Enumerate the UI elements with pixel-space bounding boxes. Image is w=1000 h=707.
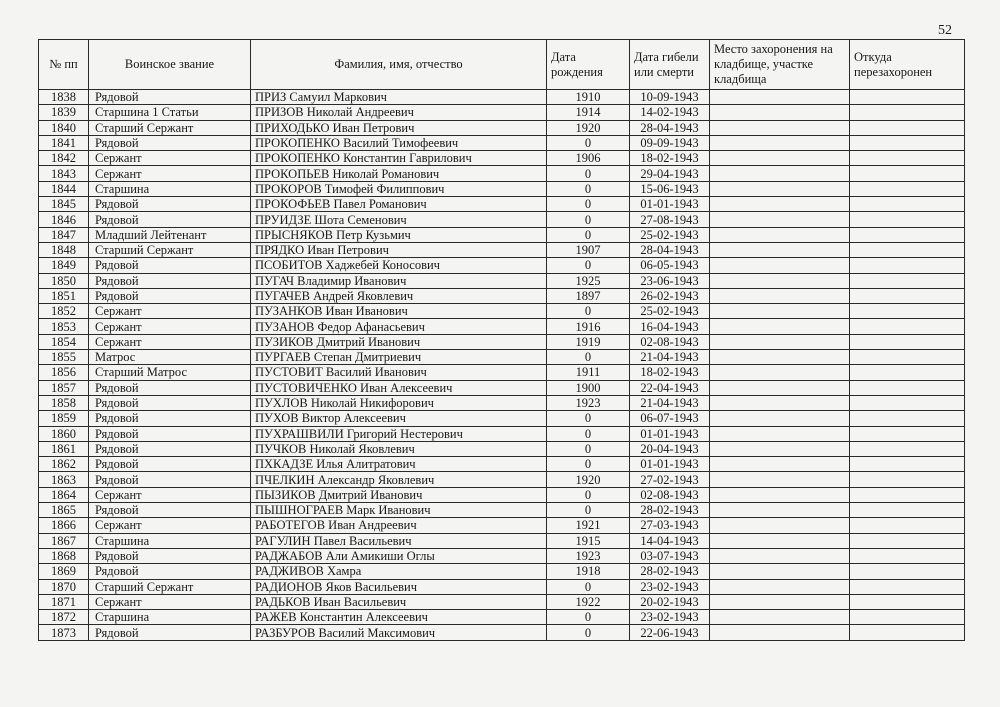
- cell-rank: Сержант: [89, 487, 251, 502]
- cell-number: 1855: [39, 350, 89, 365]
- cell-rank: Рядовой: [89, 258, 251, 273]
- cell-full-name: ПРОКОРОВ Тимофей Филиппович: [251, 181, 547, 196]
- cell-birth-date: 0: [547, 487, 630, 502]
- table-row: [39, 197, 965, 212]
- header-death: Дата гибели или смерти: [630, 40, 710, 90]
- cell-burial-place: [710, 426, 850, 441]
- table-row: [39, 258, 965, 273]
- cell-rank: Рядовой: [89, 426, 251, 441]
- table-row: [39, 273, 965, 288]
- cell-rank: Рядовой: [89, 197, 251, 212]
- cell-burial-place: [710, 181, 850, 196]
- cell-death-date: 01-01-1943: [630, 197, 710, 212]
- cell-birth-date: 0: [547, 350, 630, 365]
- cell-number: 1845: [39, 197, 89, 212]
- cell-burial-place: [710, 212, 850, 227]
- cell-death-date: 26-02-1943: [630, 288, 710, 303]
- cell-number: 1856: [39, 365, 89, 380]
- cell-number: 1869: [39, 564, 89, 579]
- page-number: 52: [938, 23, 952, 38]
- cell-number: 1861: [39, 441, 89, 456]
- cell-number: 1839: [39, 105, 89, 120]
- cell-burial-place: [710, 151, 850, 166]
- cell-reburied-from: [850, 242, 965, 257]
- cell-death-date: 28-04-1943: [630, 120, 710, 135]
- cell-death-date: 22-06-1943: [630, 625, 710, 640]
- cell-rank: Сержант: [89, 319, 251, 334]
- cell-rank: Сержант: [89, 304, 251, 319]
- cell-birth-date: 1907: [547, 242, 630, 257]
- cell-reburied-from: [850, 120, 965, 135]
- cell-full-name: РАЗБУРОВ Василий Максимович: [251, 625, 547, 640]
- cell-birth-date: 1920: [547, 120, 630, 135]
- cell-death-date: 23-02-1943: [630, 579, 710, 594]
- cell-full-name: РАЖЕВ Константин Алексеевич: [251, 610, 547, 625]
- table-row: [39, 472, 965, 487]
- table-row: [39, 564, 965, 579]
- cell-death-date: 10-09-1943: [630, 90, 710, 105]
- cell-full-name: ПРОКОПЕНКО Константин Гаврилович: [251, 151, 547, 166]
- cell-reburied-from: [850, 426, 965, 441]
- cell-number: 1860: [39, 426, 89, 441]
- cell-number: 1853: [39, 319, 89, 334]
- cell-burial-place: [710, 365, 850, 380]
- cell-rank: Сержант: [89, 166, 251, 181]
- cell-rank: Старший Сержант: [89, 242, 251, 257]
- cell-birth-date: 0: [547, 441, 630, 456]
- cell-burial-place: [710, 472, 850, 487]
- cell-birth-date: 0: [547, 503, 630, 518]
- cell-death-date: 28-02-1943: [630, 503, 710, 518]
- cell-birth-date: 1906: [547, 151, 630, 166]
- cell-burial-place: [710, 503, 850, 518]
- cell-birth-date: 1922: [547, 594, 630, 609]
- cell-full-name: ПУХЛОВ Николай Никифорович: [251, 395, 547, 410]
- table-row: [39, 533, 965, 548]
- cell-death-date: 15-06-1943: [630, 181, 710, 196]
- cell-rank: Старшина: [89, 533, 251, 548]
- cell-number: 1848: [39, 242, 89, 257]
- cell-full-name: ПУЗИКОВ Дмитрий Иванович: [251, 334, 547, 349]
- cell-reburied-from: [850, 518, 965, 533]
- cell-burial-place: [710, 548, 850, 563]
- cell-death-date: 25-02-1943: [630, 227, 710, 242]
- table-row: [39, 395, 965, 410]
- cell-death-date: 25-02-1943: [630, 304, 710, 319]
- table-row: [39, 594, 965, 609]
- header-from: Откуда перезахоронен: [850, 40, 965, 90]
- table-row: [39, 319, 965, 334]
- cell-birth-date: 0: [547, 135, 630, 150]
- table-row: [39, 426, 965, 441]
- cell-death-date: 22-04-1943: [630, 380, 710, 395]
- cell-rank: Старший Сержант: [89, 120, 251, 135]
- cell-death-date: 23-06-1943: [630, 273, 710, 288]
- table-header: [39, 40, 965, 90]
- cell-number: 1841: [39, 135, 89, 150]
- cell-full-name: ПРОКОПЕНКО Василий Тимофеевич: [251, 135, 547, 150]
- cell-rank: Старший Матрос: [89, 365, 251, 380]
- header-birth: Дата рождения: [547, 40, 630, 90]
- cell-rank: Матрос: [89, 350, 251, 365]
- cell-reburied-from: [850, 564, 965, 579]
- cell-death-date: 21-04-1943: [630, 395, 710, 410]
- cell-reburied-from: [850, 181, 965, 196]
- cell-birth-date: 0: [547, 197, 630, 212]
- cell-full-name: ПУСТОВИТ Василий Иванович: [251, 365, 547, 380]
- cell-number: 1852: [39, 304, 89, 319]
- cell-reburied-from: [850, 594, 965, 609]
- cell-reburied-from: [850, 533, 965, 548]
- cell-birth-date: 0: [547, 258, 630, 273]
- cell-reburied-from: [850, 625, 965, 640]
- cell-number: 1873: [39, 625, 89, 640]
- cell-full-name: ПУЗАНОВ Федор Афанасьевич: [251, 319, 547, 334]
- cell-rank: Сержант: [89, 334, 251, 349]
- table-row: [39, 120, 965, 135]
- cell-number: 1857: [39, 380, 89, 395]
- cell-full-name: ПРИЗОВ Николай Андреевич: [251, 105, 547, 120]
- table-row: [39, 105, 965, 120]
- cell-birth-date: 1911: [547, 365, 630, 380]
- cell-reburied-from: [850, 273, 965, 288]
- table-row: [39, 181, 965, 196]
- cell-rank: Рядовой: [89, 548, 251, 563]
- cell-rank: Младший Лейтенант: [89, 227, 251, 242]
- cell-death-date: 02-08-1943: [630, 487, 710, 502]
- cell-birth-date: 0: [547, 166, 630, 181]
- cell-full-name: ПРОКОФЬЕВ Павел Романович: [251, 197, 547, 212]
- cell-number: 1859: [39, 411, 89, 426]
- cell-full-name: РАДЬКОВ Иван Васильевич: [251, 594, 547, 609]
- cell-full-name: ПУГАЧЕВ Андрей Яковлевич: [251, 288, 547, 303]
- cell-number: 1847: [39, 227, 89, 242]
- cell-birth-date: 1900: [547, 380, 630, 395]
- cell-death-date: 01-01-1943: [630, 426, 710, 441]
- cell-reburied-from: [850, 258, 965, 273]
- table-row: [39, 135, 965, 150]
- cell-full-name: ПСОБИТОВ Хаджебей Коносович: [251, 258, 547, 273]
- cell-burial-place: [710, 518, 850, 533]
- cell-number: 1838: [39, 90, 89, 105]
- cell-rank: Рядовой: [89, 380, 251, 395]
- cell-burial-place: [710, 350, 850, 365]
- cell-reburied-from: [850, 395, 965, 410]
- cell-reburied-from: [850, 411, 965, 426]
- cell-number: 1844: [39, 181, 89, 196]
- table-row: [39, 227, 965, 242]
- cell-birth-date: 0: [547, 579, 630, 594]
- cell-death-date: 09-09-1943: [630, 135, 710, 150]
- cell-rank: Рядовой: [89, 411, 251, 426]
- cell-birth-date: 1920: [547, 472, 630, 487]
- cell-burial-place: [710, 273, 850, 288]
- cell-reburied-from: [850, 90, 965, 105]
- cell-death-date: 18-02-1943: [630, 365, 710, 380]
- table-row: [39, 242, 965, 257]
- cell-birth-date: 1923: [547, 395, 630, 410]
- cell-full-name: ПРЫСНЯКОВ Петр Кузьмич: [251, 227, 547, 242]
- cell-death-date: 01-01-1943: [630, 457, 710, 472]
- cell-rank: Рядовой: [89, 441, 251, 456]
- cell-burial-place: [710, 120, 850, 135]
- cell-burial-place: [710, 610, 850, 625]
- cell-birth-date: 0: [547, 227, 630, 242]
- cell-burial-place: [710, 319, 850, 334]
- cell-birth-date: 0: [547, 181, 630, 196]
- cell-number: 1865: [39, 503, 89, 518]
- table-row: [39, 457, 965, 472]
- cell-rank: Сержант: [89, 594, 251, 609]
- cell-full-name: ПУЧКОВ Николай Яковлевич: [251, 441, 547, 456]
- cell-reburied-from: [850, 212, 965, 227]
- cell-number: 1866: [39, 518, 89, 533]
- cell-reburied-from: [850, 288, 965, 303]
- cell-birth-date: 1914: [547, 105, 630, 120]
- cell-rank: Рядовой: [89, 273, 251, 288]
- cell-reburied-from: [850, 441, 965, 456]
- cell-birth-date: 1918: [547, 564, 630, 579]
- cell-full-name: ПЫШНОГРАЕВ Марк Иванович: [251, 503, 547, 518]
- cell-reburied-from: [850, 227, 965, 242]
- cell-death-date: 02-08-1943: [630, 334, 710, 349]
- cell-full-name: ПЫЗИКОВ Дмитрий Иванович: [251, 487, 547, 502]
- cell-birth-date: 1921: [547, 518, 630, 533]
- cell-reburied-from: [850, 197, 965, 212]
- cell-rank: Рядовой: [89, 135, 251, 150]
- cell-burial-place: [710, 258, 850, 273]
- cell-rank: Рядовой: [89, 90, 251, 105]
- cell-burial-place: [710, 304, 850, 319]
- cell-death-date: 23-02-1943: [630, 610, 710, 625]
- cell-full-name: РАГУЛИН Павел Васильевич: [251, 533, 547, 548]
- table-row: [39, 151, 965, 166]
- cell-reburied-from: [850, 105, 965, 120]
- cell-number: 1862: [39, 457, 89, 472]
- cell-rank: Рядовой: [89, 457, 251, 472]
- cell-reburied-from: [850, 457, 965, 472]
- cell-rank: Старшина 1 Статьи: [89, 105, 251, 120]
- cell-reburied-from: [850, 487, 965, 502]
- cell-birth-date: 1919: [547, 334, 630, 349]
- cell-reburied-from: [850, 350, 965, 365]
- table-row: [39, 548, 965, 563]
- cell-birth-date: 0: [547, 212, 630, 227]
- cell-full-name: ПУСТОВИЧЕНКО Иван Алексеевич: [251, 380, 547, 395]
- cell-burial-place: [710, 395, 850, 410]
- cell-full-name: ПХКАДЗЕ Илья Алитратович: [251, 457, 547, 472]
- cell-reburied-from: [850, 365, 965, 380]
- cell-reburied-from: [850, 548, 965, 563]
- cell-number: 1849: [39, 258, 89, 273]
- cell-birth-date: 0: [547, 625, 630, 640]
- cell-number: 1868: [39, 548, 89, 563]
- table-row: [39, 365, 965, 380]
- cell-number: 1870: [39, 579, 89, 594]
- table-row: [39, 334, 965, 349]
- cell-full-name: ПРИХОДЬКО Иван Петрович: [251, 120, 547, 135]
- cell-birth-date: 0: [547, 457, 630, 472]
- cell-full-name: ПУРГАЕВ Степан Дмитриевич: [251, 350, 547, 365]
- cell-rank: Рядовой: [89, 625, 251, 640]
- cell-rank: Рядовой: [89, 472, 251, 487]
- cell-burial-place: [710, 625, 850, 640]
- cell-burial-place: [710, 533, 850, 548]
- cell-rank: Сержант: [89, 151, 251, 166]
- cell-burial-place: [710, 105, 850, 120]
- cell-reburied-from: [850, 334, 965, 349]
- cell-number: 1872: [39, 610, 89, 625]
- cell-death-date: 06-07-1943: [630, 411, 710, 426]
- cell-death-date: 28-04-1943: [630, 242, 710, 257]
- cell-burial-place: [710, 457, 850, 472]
- cell-birth-date: 0: [547, 304, 630, 319]
- cell-death-date: 27-03-1943: [630, 518, 710, 533]
- cell-burial-place: [710, 135, 850, 150]
- header-rank: Воинское звание: [89, 40, 251, 90]
- cell-burial-place: [710, 579, 850, 594]
- cell-burial-place: [710, 334, 850, 349]
- cell-full-name: ПУГАЧ Владимир Иванович: [251, 273, 547, 288]
- table-row: [39, 411, 965, 426]
- cell-rank: Рядовой: [89, 564, 251, 579]
- cell-death-date: 20-04-1943: [630, 441, 710, 456]
- table-row: [39, 288, 965, 303]
- cell-full-name: ПРУИДЗЕ Шота Семенович: [251, 212, 547, 227]
- cell-reburied-from: [850, 579, 965, 594]
- cell-full-name: ПУХРАШВИЛИ Григорий Нестерович: [251, 426, 547, 441]
- cell-number: 1851: [39, 288, 89, 303]
- cell-number: 1867: [39, 533, 89, 548]
- table-row: [39, 380, 965, 395]
- cell-rank: Старший Сержант: [89, 579, 251, 594]
- cell-reburied-from: [850, 380, 965, 395]
- cell-birth-date: 0: [547, 610, 630, 625]
- cell-birth-date: 0: [547, 426, 630, 441]
- cell-death-date: 27-02-1943: [630, 472, 710, 487]
- cell-death-date: 28-02-1943: [630, 564, 710, 579]
- cell-burial-place: [710, 227, 850, 242]
- cell-reburied-from: [850, 319, 965, 334]
- cell-rank: Рядовой: [89, 212, 251, 227]
- cell-rank: Старшина: [89, 610, 251, 625]
- cell-reburied-from: [850, 304, 965, 319]
- cell-birth-date: 1923: [547, 548, 630, 563]
- table-row: [39, 90, 965, 105]
- cell-full-name: ПУХОВ Виктор Алексеевич: [251, 411, 547, 426]
- cell-full-name: ПЧЕЛКИН Александр Яковлевич: [251, 472, 547, 487]
- cell-full-name: РАДЖИВОВ Хамра: [251, 564, 547, 579]
- cell-birth-date: 1916: [547, 319, 630, 334]
- header-place: Место захоронения на кладбище, участке кладбища: [710, 40, 850, 90]
- table-row: [39, 304, 965, 319]
- cell-full-name: ПРИЗ Самуил Маркович: [251, 90, 547, 105]
- table-row: [39, 503, 965, 518]
- table-row: [39, 518, 965, 533]
- cell-number: 1864: [39, 487, 89, 502]
- cell-birth-date: 1925: [547, 273, 630, 288]
- cell-number: 1842: [39, 151, 89, 166]
- header-name: Фамилия, имя, отчество: [251, 40, 547, 90]
- cell-burial-place: [710, 380, 850, 395]
- cell-full-name: ПРЯДКО Иван Петрович: [251, 242, 547, 257]
- cell-death-date: 03-07-1943: [630, 548, 710, 563]
- cell-number: 1858: [39, 395, 89, 410]
- cell-rank: Старшина: [89, 181, 251, 196]
- cell-birth-date: 1915: [547, 533, 630, 548]
- cell-full-name: ПУЗАНКОВ Иван Иванович: [251, 304, 547, 319]
- cell-burial-place: [710, 411, 850, 426]
- cell-death-date: 14-02-1943: [630, 105, 710, 120]
- cell-reburied-from: [850, 166, 965, 181]
- cell-death-date: 27-08-1943: [630, 212, 710, 227]
- cell-burial-place: [710, 90, 850, 105]
- cell-death-date: 06-05-1943: [630, 258, 710, 273]
- cell-number: 1843: [39, 166, 89, 181]
- cell-birth-date: 1910: [547, 90, 630, 105]
- cell-burial-place: [710, 166, 850, 181]
- cell-reburied-from: [850, 135, 965, 150]
- table-row: [39, 487, 965, 502]
- table-row: [39, 610, 965, 625]
- cell-full-name: ПРОКОПЬЕВ Николай Романович: [251, 166, 547, 181]
- cell-full-name: РАДЖАБОВ Али Амикиши Оглы: [251, 548, 547, 563]
- cell-reburied-from: [850, 151, 965, 166]
- cell-rank: Сержант: [89, 518, 251, 533]
- cell-rank: Рядовой: [89, 288, 251, 303]
- cell-full-name: РАДИОНОВ Яков Васильевич: [251, 579, 547, 594]
- table-row: [39, 166, 965, 181]
- cell-death-date: 16-04-1943: [630, 319, 710, 334]
- cell-death-date: 20-02-1943: [630, 594, 710, 609]
- table-body: [39, 90, 965, 641]
- cell-death-date: 18-02-1943: [630, 151, 710, 166]
- cell-number: 1871: [39, 594, 89, 609]
- table-row: [39, 625, 965, 640]
- burial-register-table: [38, 39, 965, 641]
- cell-birth-date: 0: [547, 411, 630, 426]
- table-row: [39, 579, 965, 594]
- cell-burial-place: [710, 564, 850, 579]
- header-num: № пп: [39, 40, 89, 90]
- cell-death-date: 21-04-1943: [630, 350, 710, 365]
- cell-number: 1846: [39, 212, 89, 227]
- cell-burial-place: [710, 487, 850, 502]
- cell-burial-place: [710, 594, 850, 609]
- table-row: [39, 212, 965, 227]
- cell-full-name: РАБОТЕГОВ Иван Андреевич: [251, 518, 547, 533]
- cell-rank: Рядовой: [89, 503, 251, 518]
- cell-rank: Рядовой: [89, 395, 251, 410]
- table-row: [39, 441, 965, 456]
- cell-number: 1863: [39, 472, 89, 487]
- cell-reburied-from: [850, 472, 965, 487]
- cell-burial-place: [710, 288, 850, 303]
- cell-death-date: 29-04-1943: [630, 166, 710, 181]
- cell-burial-place: [710, 197, 850, 212]
- cell-death-date: 14-04-1943: [630, 533, 710, 548]
- cell-birth-date: 1897: [547, 288, 630, 303]
- cell-burial-place: [710, 441, 850, 456]
- table-row: [39, 350, 965, 365]
- cell-reburied-from: [850, 610, 965, 625]
- cell-number: 1850: [39, 273, 89, 288]
- cell-reburied-from: [850, 503, 965, 518]
- cell-burial-place: [710, 242, 850, 257]
- cell-number: 1840: [39, 120, 89, 135]
- cell-number: 1854: [39, 334, 89, 349]
